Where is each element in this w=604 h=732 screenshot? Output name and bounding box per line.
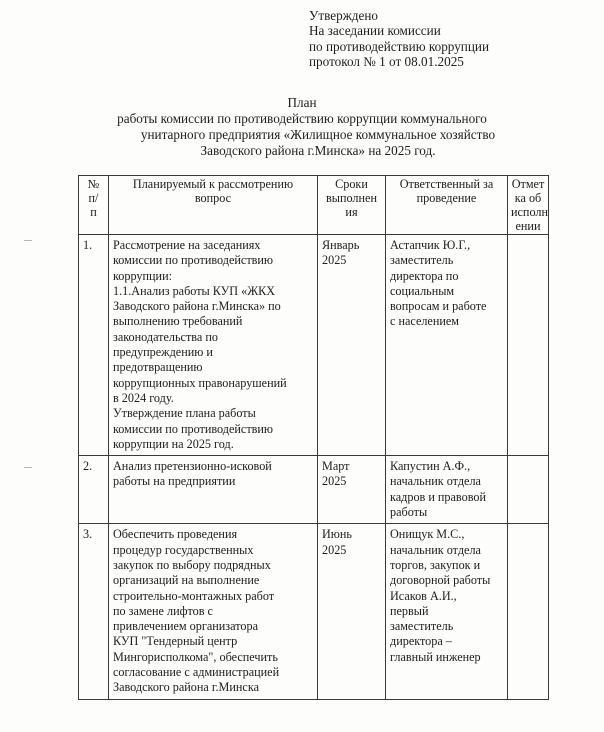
row-mark (508, 524, 549, 699)
scan-mark (24, 467, 32, 468)
text-line: директора по (390, 268, 459, 283)
approval-line: На заседании комиссии (309, 23, 441, 39)
text-line: вопрос (194, 191, 232, 205)
text-line: коррупционных правонарушений (113, 375, 287, 390)
text-line: Заводского района г.Минска (113, 680, 259, 695)
text-line: Обеспечить проведения (113, 527, 238, 542)
text-line: 2025 (322, 474, 347, 489)
row-mark (508, 456, 549, 524)
text-line: Отмет (511, 177, 545, 191)
row-term (318, 235, 386, 456)
plan-title-line: работы комиссии по противодействию коррупции коммунального (117, 111, 487, 126)
table-row (79, 235, 549, 456)
text-line: проведение (416, 191, 477, 205)
approval-block (309, 8, 589, 70)
row-question (109, 456, 318, 524)
text-line: предупреждению и (113, 345, 213, 360)
plan-title (0, 95, 604, 159)
text-line: начальник отдела (390, 474, 481, 489)
text-line: Март (322, 459, 350, 474)
text-line: Сроки (335, 177, 368, 191)
row-mark (508, 235, 549, 456)
text-line: коррупции: (113, 268, 172, 283)
text-line: Планируемый к рассмотрению (132, 177, 294, 191)
text-line: коррупции на 2025 год. (113, 436, 234, 451)
text-line: по замене лифтов с (113, 603, 213, 618)
approval-line: протокол № 1 от 08.01.2025 (309, 54, 464, 70)
text-line: Заводского района г.Минска» по (113, 299, 281, 314)
text-line: социальным (390, 283, 455, 298)
text-line: Июнь (322, 527, 352, 542)
plan-table (78, 175, 549, 700)
text-line: № (87, 177, 100, 191)
text-line: Исаков А.И., (390, 588, 457, 603)
text-line: Капустин А.Ф., (390, 459, 471, 474)
text-line: Астапчик Ю.Г., (390, 238, 471, 252)
table-row (79, 524, 549, 699)
text-line: согласование с администрацией (113, 665, 280, 680)
row-term (318, 456, 386, 524)
text-line: главный инженер (390, 649, 481, 664)
text-line: п/ (88, 191, 99, 205)
text-line: выполнению требований (113, 314, 243, 329)
text-line: организаций на выполнение (113, 573, 260, 588)
text-line: п (90, 205, 97, 219)
text-line: заместитель (390, 619, 454, 634)
text-line: привлечением организатора (113, 619, 258, 634)
text-line: процедур государственных (113, 542, 254, 557)
approval-line: Утверждено (309, 8, 379, 23)
row-responsible (386, 524, 508, 699)
header-responsible (386, 176, 508, 235)
text-line: комиссии по противодействию (113, 421, 274, 436)
row-question (109, 524, 318, 699)
plan-title-line: План (287, 95, 317, 110)
row-num: 2. (79, 456, 109, 524)
header-question (109, 176, 318, 235)
row-question (109, 235, 318, 456)
text-line: Январь (322, 238, 360, 252)
text-line: строительно-монтажных работ (113, 588, 275, 603)
text-line: работы (390, 505, 428, 520)
text-line: закупок по выбору подрядных (113, 557, 271, 572)
text-line: исполн (511, 205, 548, 219)
row-num: 1. (79, 235, 109, 456)
text-line: выполнен (326, 191, 377, 205)
text-line: Мингорисполкома", обеспечить (113, 649, 278, 664)
text-line: Онищук М.С., (390, 527, 465, 542)
text-line: Ответственный за (399, 177, 494, 191)
table-row (79, 456, 549, 524)
text-line: вопросам и работе (390, 299, 487, 314)
text-line: ия (345, 205, 358, 219)
row-num: 3. (79, 524, 109, 699)
text-line: 1.1.Анализ работы КУП «ЖКХ (113, 283, 276, 298)
scan-mark (24, 240, 32, 241)
row-term (318, 524, 386, 699)
header-mark (508, 176, 549, 235)
text-line: директора – (390, 634, 452, 649)
text-line: предотвращению (113, 360, 203, 375)
text-line: первый (390, 603, 429, 618)
text-line: договорной работы (390, 573, 491, 588)
text-line: комиссии по противодействию (113, 253, 274, 268)
text-line: начальник отдела (390, 542, 481, 557)
text-line: торгов, закупок и (390, 557, 481, 572)
row-responsible (386, 456, 508, 524)
approval-line: по противодействию коррупции (309, 38, 490, 54)
text-line: Утверждение плана работы (113, 406, 256, 421)
header-term (318, 176, 386, 235)
text-line: кадров и правовой (390, 489, 486, 504)
text-line: заместитель (390, 253, 454, 268)
text-line: КУП "Тендерный центр (113, 634, 238, 649)
text-line: Рассмотрение на заседаниях (113, 238, 261, 252)
text-line: ении (515, 219, 541, 233)
text-line: работы на предприятии (113, 474, 236, 489)
table-header-row (79, 176, 549, 235)
text-line: в 2024 году. (113, 390, 174, 405)
text-line: Анализ претензионно-исковой (113, 459, 272, 474)
text-line: ка об (514, 191, 542, 205)
text-line: 2025 (322, 253, 347, 268)
plan-title-line: Заводского района г.Минска» на 2025 год. (200, 143, 436, 158)
text-line: законодательства по (113, 329, 218, 344)
plan-title-line: унитарного предприятия «Жилищное коммунальное хозяйство (140, 127, 496, 142)
text-line: 2025 (322, 542, 347, 557)
text-line: с населением (390, 314, 460, 329)
row-responsible (386, 235, 508, 456)
header-num (79, 176, 109, 235)
